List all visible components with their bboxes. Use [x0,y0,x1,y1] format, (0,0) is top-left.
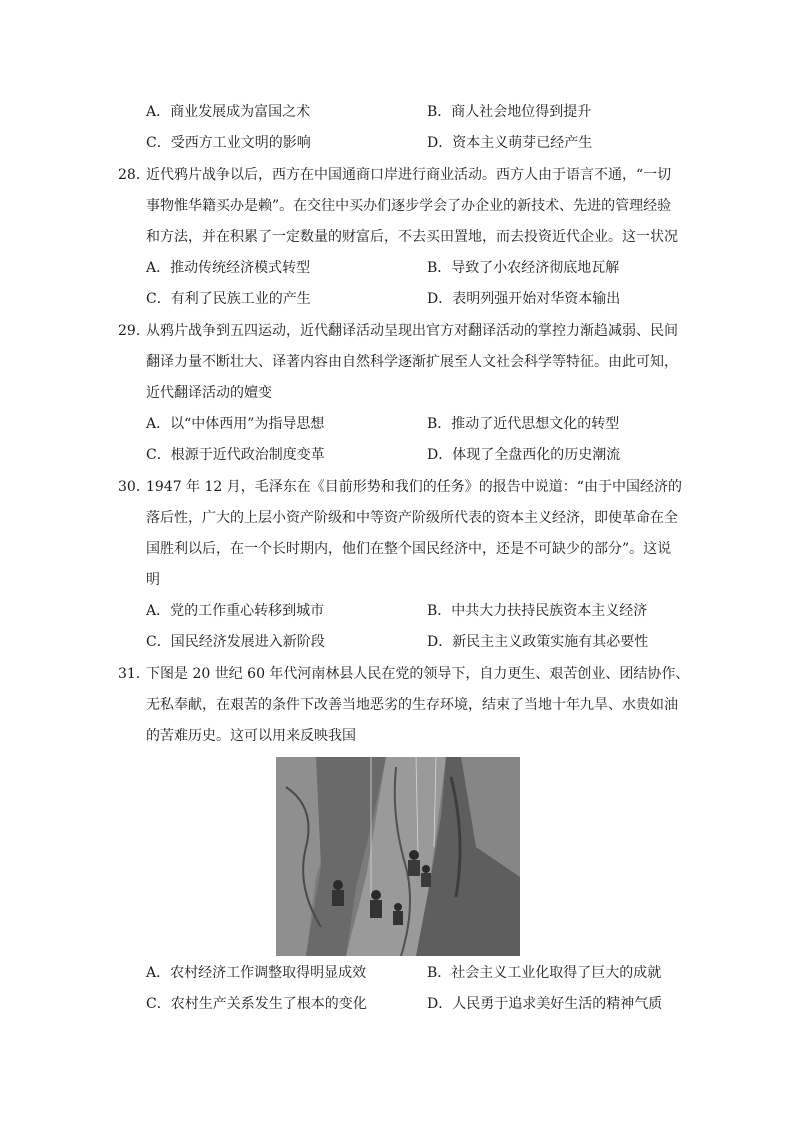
q28-option-b: B．导致了小农经济彻底地瓦解 [427,260,620,276]
q27-option-d: D．资本主义萌芽已经产生 [427,135,593,151]
q30-option-a: A．党的工作重心转移到城市 [146,603,325,619]
q30-option-b: B．中共大力扶持民族资本主义经济 [427,603,648,619]
q29-option-a: A．以“中体西用”为指导思想 [146,416,325,432]
q31-stem-line-3: 的苦难历史。这可以用来反映我国 [146,728,356,744]
q28-option-a: A．推动传统经济模式转型 [146,260,311,276]
q29-stem-line-3: 近代翻译活动的嬗变 [146,385,272,401]
q28-stem-line-1: 近代鸦片战争以后，西方在中国通商口岸进行商业活动。西方人由于语言不通，“一切 [146,167,672,183]
q28-option-c: C．有利了民族工业的产生 [146,291,311,307]
q28-number: 28． [118,167,150,183]
q28-stem-line-2: 事物惟华籍买办是赖”。在交往中买办们逐步学会了办企业的新技术、先进的管理经验 [146,198,672,214]
q30-number: 30． [118,479,150,495]
q31-number: 31． [118,666,150,682]
q31-option-b: B．社会主义工业化取得了巨大的成就 [427,965,662,981]
q28-stem-line-3: 和方法，并在积累了一定数量的财富后，不去买田置地，而去投资近代企业。这一状况 [146,229,678,245]
q29-option-d: D．体现了全盘西化的历史潮流 [427,447,621,463]
q28-option-d: D．表明列强开始对华资本输出 [427,291,621,307]
q30-option-c: C．国民经济发展进入新阶段 [146,634,325,650]
cliff-workers-photo [276,757,520,956]
q29-stem-line-1: 从鸦片战争到五四运动，近代翻译活动呈现出官方对翻译活动的掌控力渐趋减弱、民间 [146,323,678,339]
q27-option-a: A．商业发展成为富国之术 [146,104,311,120]
q31-stem-line-2: 无私奉献，在艰苦的条件下改善当地恶劣的生存环境，结束了当地十年九旱、水贵如油 [146,697,678,713]
q30-option-d: D．新民主主义政策实施有其必要性 [427,634,649,650]
q31-option-d: D．人民勇于追求美好生活的精神气质 [427,996,663,1012]
q31-stem-line-1: 下图是 20 世纪 60 年代河南林县人民在党的领导下，自力更生、艰苦创业、团结协作、 [146,666,690,682]
cliff-photo-graphic [276,757,520,956]
q30-stem-line-3: 国胜利以后，在一个长时期内，他们在整个国民经济中，还是不可缺少的部分”。这说 [146,541,672,557]
q30-stem-line-1: 1947 年 12 月，毛泽东在《目前形势和我们的任务》的报告中说道：“由于中国经济的 [146,479,682,495]
q30-stem-line-4: 明 [146,572,160,588]
q31-option-a: A．农村经济工作调整取得明显成效 [146,965,367,981]
q27-option-b: B．商人社会地位得到提升 [427,104,592,120]
q31-option-c: C．农村生产关系发生了根本的变化 [146,996,367,1012]
q29-option-c: C．根源于近代政治制度变革 [146,447,325,463]
q29-stem-line-2: 翻译力量不断壮大、译著内容由自然科学逐渐扩展至人文社会科学等特征。由此可知， [146,354,678,370]
q27-option-c: C．受西方工业文明的影响 [146,135,311,151]
q29-option-b: B．推动了近代思想文化的转型 [427,416,620,432]
q30-stem-line-2: 落后性，广大的上层小资产阶级和中等资产阶级所代表的资本主义经济，即使革命在全 [146,510,678,526]
q29-number: 29． [118,323,150,339]
